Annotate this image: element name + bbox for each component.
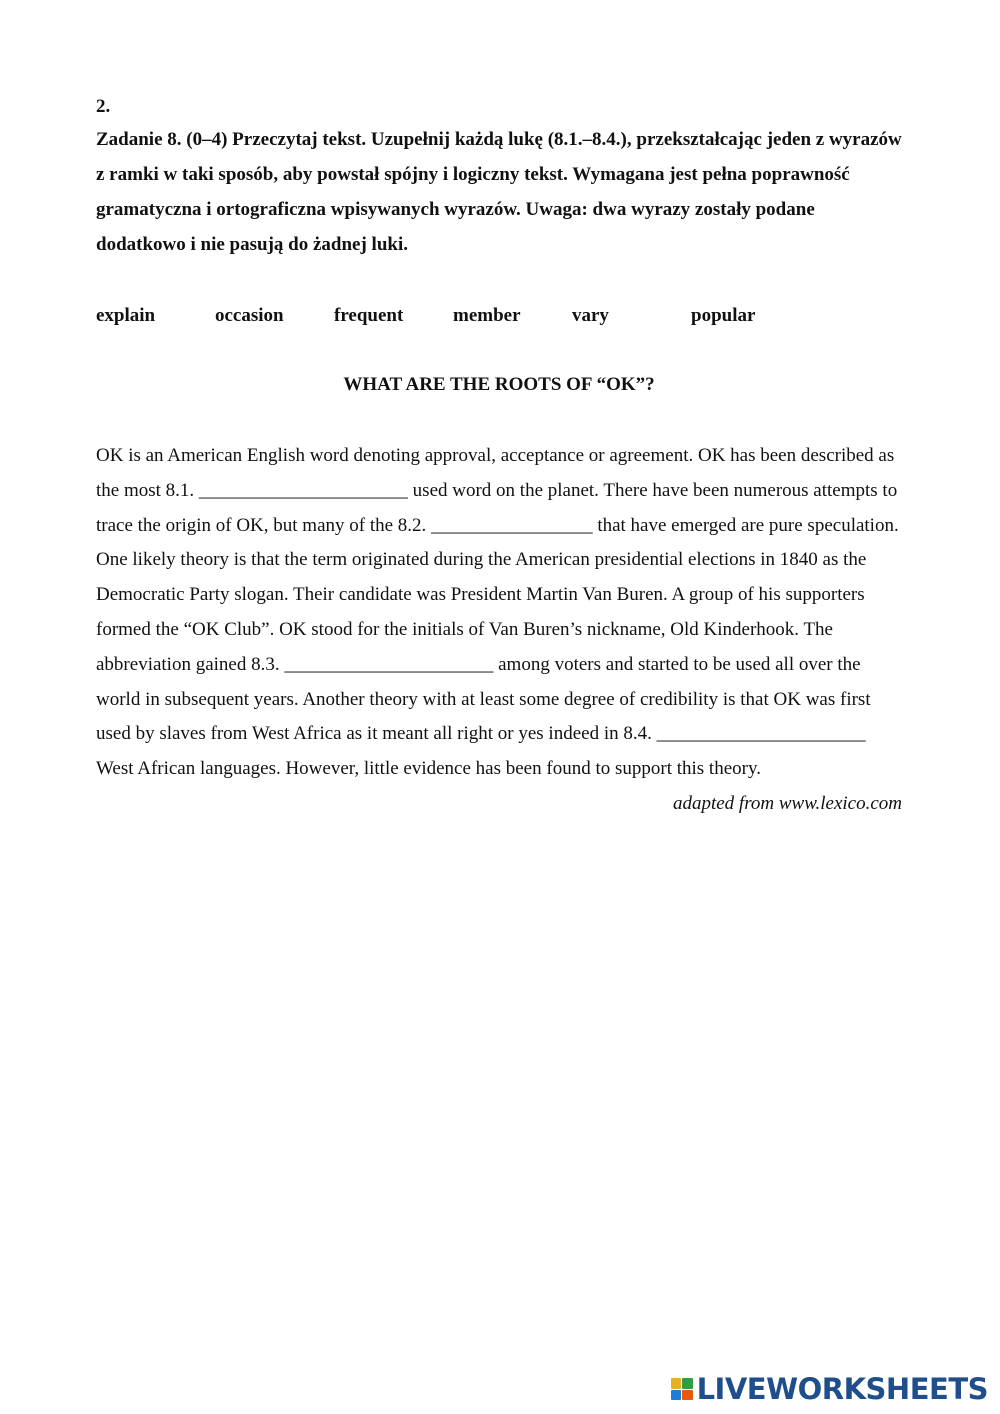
- article-text: that have emerged are pure speculation. One likely theory is that the term originated during the American presidential elections in 1840 as the Democratic Party slogan. Their candidate was President Martin Van Buren. A group of his supporters formed the “OK Club”. OK stood for the initials of Van Buren’s nickname, Old Kinderhook. The abbreviation gained 8.3.: [96, 514, 899, 675]
- word-bank: [96, 301, 902, 331]
- word-bank-item: member: [453, 305, 521, 326]
- article-text: OK is an American English word denoting approval, acceptance or agreement. OK has been described as the most 8.1.: [96, 445, 895, 501]
- article-text: among voters and started to be used all over the world in subsequent years. Another theory with at least some degree of credibility is that OK was first used by slaves from West Africa as it meant all right or yes indeed in 8.4.: [96, 653, 871, 745]
- gap-8-4[interactable]: ______________________: [656, 723, 866, 745]
- word-bank-item: frequent: [334, 305, 404, 326]
- article-text: used word on the planet. There have been numerous attempts to trace the origin of OK, but many of the 8.2.: [96, 479, 898, 536]
- logo-mark-icon: [671, 1378, 693, 1400]
- article-title: WHAT ARE THE ROOTS OF “OK”?: [343, 374, 655, 395]
- word-bank-item: occasion: [215, 305, 284, 326]
- task-instructions: Zadanie 8. (0–4) Przeczytaj tekst. Uzupełnij każdą lukę (8.1.–8.4.), przekształcając jeden z wyrazów z ramki w taki sposób, aby powstał spójny i logiczny tekst. Wymagana jest pełna poprawność gramatyczna i ortograficzna wpisywanych wyrazów. Uwaga: dwa wyrazy zostały podane dodatkowo i nie pasują do żadnej luki.: [96, 129, 902, 255]
- task-number: 2.: [96, 96, 111, 117]
- gap-8-3[interactable]: ______________________: [284, 653, 494, 675]
- word-bank-item: explain: [96, 305, 156, 326]
- gap-8-1[interactable]: ______________________: [198, 479, 408, 501]
- article-text: West African languages. However, little evidence has been found to support this theory.: [96, 758, 761, 780]
- word-bank-item: popular: [691, 305, 756, 326]
- logo-text: LIVEWORKSHEETS: [696, 1372, 988, 1406]
- word-bank-item: vary: [572, 305, 609, 326]
- gap-8-2[interactable]: _________________: [431, 514, 593, 536]
- article-body: [96, 439, 902, 787]
- liveworksheets-logo: [671, 1372, 988, 1406]
- worksheet-page: [96, 92, 902, 821]
- source-attribution: adapted from www.lexico.com: [672, 792, 902, 814]
